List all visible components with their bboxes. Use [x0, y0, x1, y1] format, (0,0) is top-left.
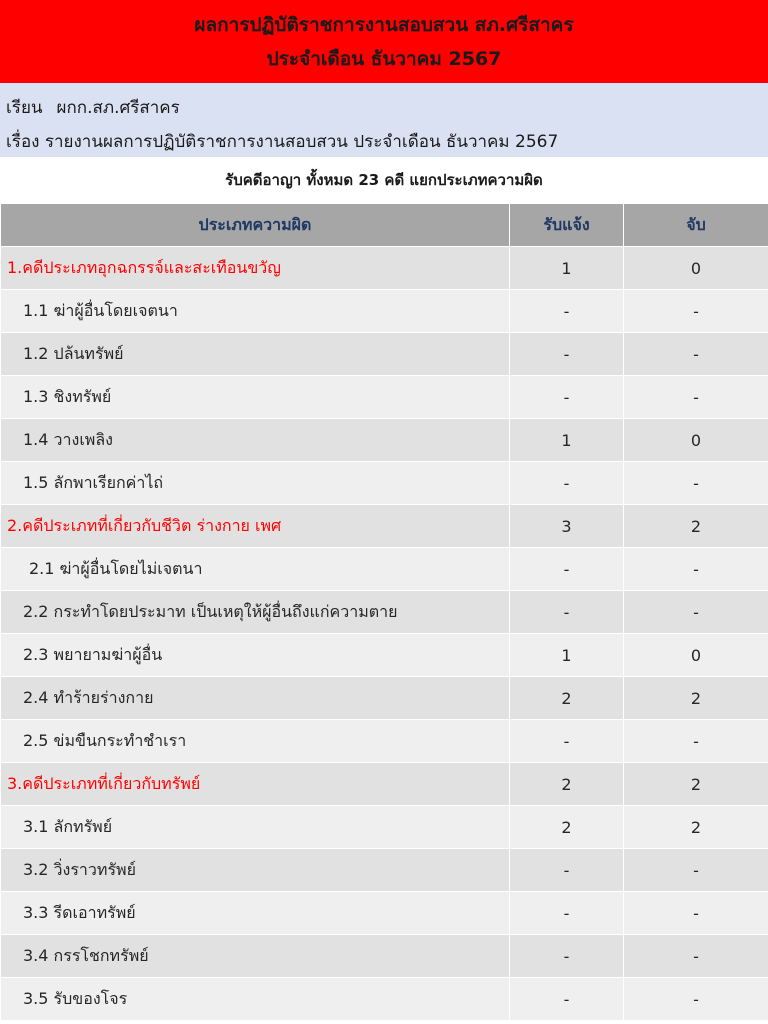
- table-row: [1, 462, 768, 505]
- arrested-count-cell: -: [624, 591, 768, 634]
- table-row: [1, 634, 768, 677]
- offense-name-cell: 3.4 กรรโชกทรัพย์: [1, 935, 510, 978]
- arrested-count-cell: -: [624, 462, 768, 505]
- report-period: ประจำเดือน ธันวาคม 2567: [266, 47, 502, 70]
- reported-count-cell: -: [510, 935, 624, 978]
- memo-subject-value: รายงานผลการปฏิบัติราชการงานสอบสวน ประจำเดือน ธันวาคม 2567: [44, 132, 559, 152]
- reported-count-cell: -: [510, 290, 624, 333]
- arrested-count-cell: -: [624, 892, 768, 935]
- memo-subject-row: [6, 125, 762, 159]
- case-table: [0, 203, 768, 1021]
- offense-name-cell: 3.5 รับของโจร: [1, 978, 510, 1021]
- table-category-row: [1, 505, 768, 548]
- reported-count-cell: -: [510, 978, 624, 1021]
- table-row: [1, 720, 768, 763]
- reported-count-cell: 2: [510, 806, 624, 849]
- table-row: [1, 290, 768, 333]
- offense-name-cell: 1.2 ปล้นทรัพย์: [1, 333, 510, 376]
- header-offense-type: ประเภทความผิด: [1, 204, 510, 247]
- arrested-count-cell: -: [624, 720, 768, 763]
- offense-name-cell: 2.4 ทำร้ายร่างกาย: [1, 677, 510, 720]
- reported-count-cell: 1: [510, 247, 624, 290]
- table-row: [1, 806, 768, 849]
- offense-name-cell: 2.3 พยายามฆ่าผู้อื่น: [1, 634, 510, 677]
- table-row: [1, 892, 768, 935]
- offense-name-cell: 2.คดีประเภทที่เกี่ยวกับชีวิต ร่างกาย เพศ: [1, 505, 510, 548]
- arrested-count-cell: 2: [624, 505, 768, 548]
- arrested-count-cell: 0: [624, 419, 768, 462]
- arrested-count-cell: -: [624, 849, 768, 892]
- table-row: [1, 677, 768, 720]
- offense-name-cell: 2.2 กระทำโดยประมาท เป็นเหตุให้ผู้อื่นถึงแก่ความตาย: [1, 591, 510, 634]
- memo-to-row: [6, 91, 762, 125]
- arrested-count-cell: -: [624, 548, 768, 591]
- offense-name-cell: 1.4 วางเพลิง: [1, 419, 510, 462]
- reported-count-cell: 2: [510, 763, 624, 806]
- arrested-count-cell: 0: [624, 634, 768, 677]
- table-header-row: [1, 204, 768, 247]
- arrested-count-cell: 0: [624, 247, 768, 290]
- case-summary: รับคดีอาญา ทั้งหมด 23 คดี แยกประเภทความผิด: [225, 171, 543, 189]
- reported-count-cell: -: [510, 591, 624, 634]
- offense-name-cell: 1.คดีประเภทอุกฉกรรจ์และสะเทือนขวัญ: [1, 247, 510, 290]
- arrested-count-cell: 2: [624, 677, 768, 720]
- table-row: [1, 376, 768, 419]
- reported-count-cell: 3: [510, 505, 624, 548]
- table-row: [1, 978, 768, 1021]
- reported-count-cell: -: [510, 849, 624, 892]
- table-row: [1, 591, 768, 634]
- reported-count-cell: 2: [510, 677, 624, 720]
- memo-to-label: เรียน: [6, 98, 43, 118]
- reported-count-cell: -: [510, 376, 624, 419]
- reported-count-cell: -: [510, 548, 624, 591]
- offense-name-cell: 2.5 ข่มขืนกระทำชำเรา: [1, 720, 510, 763]
- offense-name-cell: 3.1 ลักทรัพย์: [1, 806, 510, 849]
- arrested-count-cell: 2: [624, 763, 768, 806]
- table-row: [1, 849, 768, 892]
- reported-count-cell: -: [510, 333, 624, 376]
- header-reported: รับแจ้ง: [510, 204, 624, 247]
- memo-subject-label: เรื่อง: [6, 132, 40, 152]
- table-row: [1, 935, 768, 978]
- memo-block: [0, 83, 768, 157]
- reported-count-cell: 1: [510, 634, 624, 677]
- table-row: [1, 419, 768, 462]
- table-row: [1, 333, 768, 376]
- offense-name-cell: 1.5 ลักพาเรียกค่าไถ่: [1, 462, 510, 505]
- memo-to-value: ผกก.สภ.ศรีสาคร: [56, 98, 180, 118]
- offense-name-cell: 2.1 ฆ่าผู้อื่นโดยไม่เจตนา: [1, 548, 510, 591]
- offense-name-cell: 1.1 ฆ่าผู้อื่นโดยเจตนา: [1, 290, 510, 333]
- header-arrested: จับ: [624, 204, 768, 247]
- arrested-count-cell: -: [624, 978, 768, 1021]
- arrested-count-cell: -: [624, 333, 768, 376]
- arrested-count-cell: -: [624, 935, 768, 978]
- report-title-banner: [0, 0, 768, 83]
- table-category-row: [1, 763, 768, 806]
- reported-count-cell: -: [510, 462, 624, 505]
- arrested-count-cell: 2: [624, 806, 768, 849]
- reported-count-cell: -: [510, 720, 624, 763]
- table-row: [1, 548, 768, 591]
- reported-count-cell: 1: [510, 419, 624, 462]
- offense-name-cell: 3.คดีประเภทที่เกี่ยวกับทรัพย์: [1, 763, 510, 806]
- offense-name-cell: 3.2 วิ่งราวทรัพย์: [1, 849, 510, 892]
- offense-name-cell: 1.3 ชิงทรัพย์: [1, 376, 510, 419]
- arrested-count-cell: -: [624, 376, 768, 419]
- report-title: ผลการปฏิบัติราชการงานสอบสวน สภ.ศรีสาคร: [194, 13, 574, 36]
- offense-name-cell: 3.3 รีดเอาทรัพย์: [1, 892, 510, 935]
- table-category-row: [1, 247, 768, 290]
- reported-count-cell: -: [510, 892, 624, 935]
- arrested-count-cell: -: [624, 290, 768, 333]
